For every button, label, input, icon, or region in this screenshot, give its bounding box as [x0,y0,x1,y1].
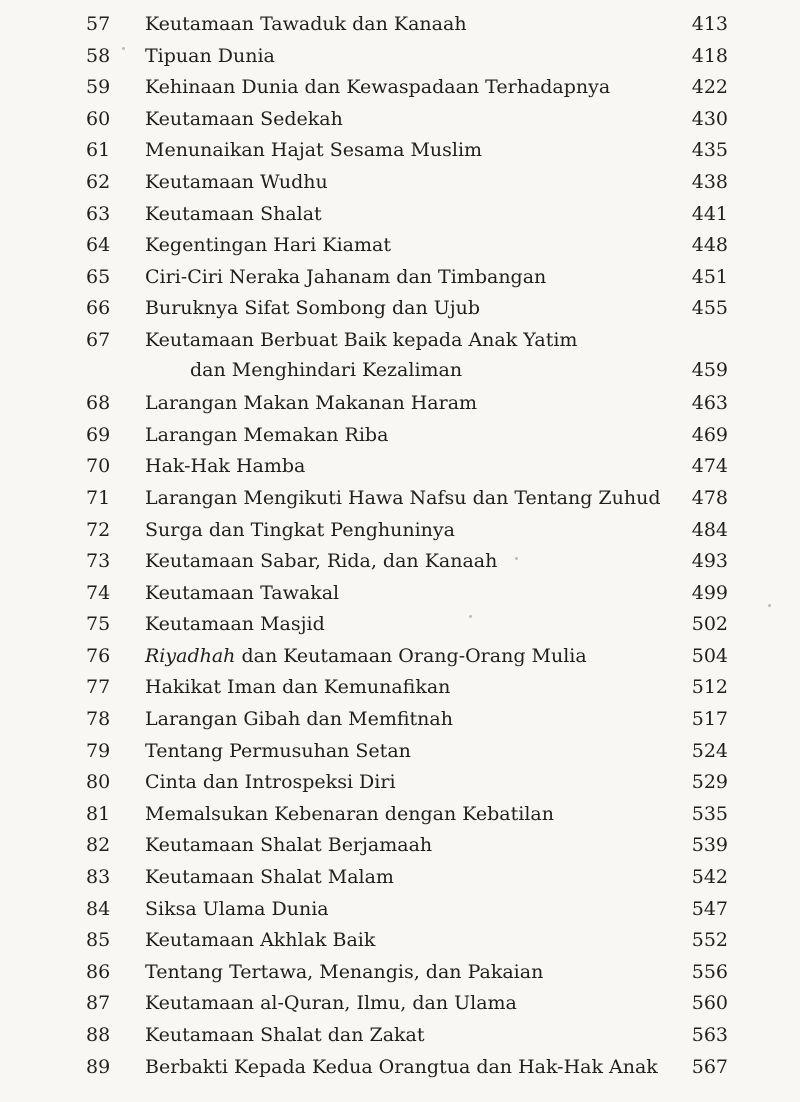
chapter-number: 70 [86,455,111,478]
chapter-title-text: Keutamaan Shalat Berjamaah [145,834,433,857]
page-number: 474 [691,455,728,478]
chapter-title [145,451,665,481]
chapter-title [145,167,665,197]
toc-entry [0,166,800,198]
page-number: 502 [691,613,728,636]
page-number: 563 [691,1024,728,1046]
page-number: 463 [691,392,728,415]
chapter-title [145,420,665,450]
toc-entry [0,71,800,103]
chapter-title-text: Larangan Mengikuti Hawa Nafsu dan Tentang Zuhud [145,486,661,509]
chapter-title-text: Memalsukan Kebenaran dengan Kebatilan [145,802,554,825]
chapter-number: 57 [86,13,111,35]
chapter-title [145,388,665,418]
chapter-title [145,9,665,39]
chapter-title [145,799,665,829]
toc-entry [0,735,800,767]
page-number: 422 [691,76,728,99]
toc-entry [0,387,800,419]
page-number: 435 [691,139,728,162]
chapter-number: 62 [86,170,111,193]
page-number: 539 [691,834,728,857]
chapter-title-text: Kegentingan Hari Kiamat [145,234,391,257]
chapter-number: 73 [86,550,111,573]
page-number: 556 [691,960,728,983]
chapter-title-text: Menunaikan Hajat Sesama Muslim [145,139,483,162]
chapter-title-text: Tipuan Dunia [145,44,275,67]
paper-speck [122,47,125,50]
chapter-title [145,293,665,323]
page-number: 552 [691,929,728,952]
chapter-title-text: Larangan Memakan Riba [145,423,389,446]
chapter-title-text: dan Keutamaan Orang-Orang Mulia [235,644,587,667]
page-number: 438 [691,170,728,193]
chapter-title-text: Larangan Gibah dan Memfitnah [145,708,453,731]
chapter-title [145,672,665,702]
chapter-title [145,483,665,513]
paper-speck [768,604,771,607]
chapter-title-text: Keutamaan Tawakal [145,581,340,604]
paper-speck [515,557,518,560]
page-number: 547 [691,897,728,920]
page-number: 504 [691,644,728,667]
page-number: 493 [691,550,728,573]
chapter-title-text: Keutamaan al-Quran, Ilmu, dan Ulama [145,992,517,1015]
chapter-number: 83 [86,866,111,889]
chapter-number: 89 [86,1055,111,1078]
chapter-title-text: Keutamaan Akhlak Baik [145,929,376,952]
toc-entry [0,608,800,640]
toc-entry [0,577,800,609]
chapter-number: 64 [86,234,111,257]
chapter-title [145,41,665,71]
toc-entry [0,450,800,482]
toc-entry [0,766,800,798]
page-number: 517 [691,708,728,731]
chapter-title-text: Keutamaan Berbuat Baik kepada Anak Yatim [145,328,578,351]
toc-entry [0,956,800,988]
page-number: 567 [691,1055,728,1078]
table-of-contents [0,8,800,1082]
chapter-title [145,988,665,1018]
toc-entry [0,1019,800,1051]
chapter-title-text: Tentang Tertawa, Menangis, dan Pakaian [145,960,544,983]
page-number: 529 [691,771,728,794]
chapter-number: 58 [86,44,111,67]
chapter-number: 66 [86,297,111,320]
chapter-title [145,736,665,766]
chapter-number: 87 [86,992,111,1015]
chapter-title-italic: Riyadhah [145,644,236,667]
chapter-number: 80 [86,771,111,794]
chapter-number: 59 [86,76,111,99]
chapter-number: 85 [86,929,111,952]
toc-entry [0,103,800,135]
page-number: 430 [691,107,728,130]
chapter-title-text: Keutamaan Shalat dan Zakat [145,1024,425,1046]
chapter-number: 88 [86,1024,111,1046]
chapter-title [145,894,665,924]
toc-entry [0,198,800,230]
toc-entry [0,482,800,514]
toc-entry [0,893,800,925]
page-number: 512 [691,676,728,699]
chapter-number: 77 [86,676,111,699]
chapter-title-text: Keutamaan Shalat Malam [145,866,394,889]
chapter-title [145,230,665,260]
chapter-number: 65 [86,265,111,288]
toc-entry [0,134,800,166]
toc-entry [0,8,800,40]
chapter-title [145,578,665,608]
chapter-number: 76 [86,644,111,667]
page-number: 451 [691,265,728,288]
chapter-title [145,72,665,102]
toc-entry [0,987,800,1019]
page-number: 560 [691,992,728,1015]
page-number: 455 [691,297,728,320]
chapter-title-text: Kehinaan Dunia dan Kewaspadaan Terhadapnya [145,76,611,99]
chapter-title-text: Hakikat Iman dan Kemunafikan [145,676,451,699]
toc-entry [0,292,800,324]
chapter-title [145,262,665,292]
toc-entry [0,798,800,830]
chapter-number: 79 [86,739,111,762]
chapter-number: 67 [86,328,111,351]
chapter-number: 71 [86,486,111,509]
chapter-title-text: Larangan Makan Makanan Haram [145,392,478,415]
chapter-title [145,325,665,385]
chapter-title-text: Keutamaan Sabar, Rida, dan Kanaah [145,550,498,573]
toc-entry [0,829,800,861]
chapter-number: 81 [86,802,111,825]
chapter-title-text: Ciri-Ciri Neraka Jahanam dan Timbangan [145,265,547,288]
chapter-number: 86 [86,960,111,983]
toc-entry [0,703,800,735]
chapter-number: 84 [86,897,111,920]
chapter-title [145,1020,665,1050]
chapter-title [145,515,665,545]
page-number: 441 [691,202,728,225]
paper-speck [469,615,472,618]
chapter-number: 78 [86,708,111,731]
toc-entry [0,324,800,387]
chapter-title-text: Keutamaan Shalat [145,202,322,225]
chapter-number: 82 [86,834,111,857]
toc-entry [0,419,800,451]
page-number: 535 [691,802,728,825]
toc-entry [0,261,800,293]
chapter-title [145,925,665,955]
chapter-title [145,609,665,639]
page-number: 478 [691,486,728,509]
chapter-title [145,830,665,860]
page-number: 413 [691,13,728,35]
chapter-title-text: Surga dan Tingkat Penghuninya [145,518,455,541]
chapter-title [145,767,665,797]
toc-entry [0,640,800,672]
page-number: 542 [691,866,728,889]
chapter-title [145,135,665,165]
page-number: 484 [691,518,728,541]
chapter-title-text: Berbakti Kepada Kedua Orangtua dan Hak-Hak Anak [145,1055,658,1078]
chapter-number: 61 [86,139,111,162]
chapter-title-continuation: dan Menghindari Kezaliman [190,358,463,381]
chapter-title-text: Tentang Permusuhan Setan [145,739,411,762]
chapter-number: 63 [86,202,111,225]
chapter-title-text: Buruknya Sifat Sombong dan Ujub [145,297,481,320]
chapter-title [145,641,665,671]
toc-entry [0,229,800,261]
toc-entry [0,545,800,577]
chapter-title [145,704,665,734]
chapter-title-text: Keutamaan Sedekah [145,107,343,130]
chapter-title [145,1052,665,1082]
chapter-title [145,546,665,576]
chapter-title-text: Cinta dan Introspeksi Diri [145,771,396,794]
chapter-number: 68 [86,392,111,415]
chapter-title [145,104,665,134]
chapter-title-text: Keutamaan Wudhu [145,170,328,193]
chapter-number: 69 [86,423,111,446]
page-number: 459 [691,358,728,381]
chapter-title [145,199,665,229]
toc-entry [0,924,800,956]
page-number: 418 [691,44,728,67]
page-number: 469 [691,423,728,446]
toc-entry [0,514,800,546]
chapter-number: 74 [86,581,111,604]
chapter-title-text: Hak-Hak Hamba [145,455,306,478]
toc-entry [0,40,800,72]
chapter-title-text: Keutamaan Tawaduk dan Kanaah [145,13,467,35]
chapter-number: 60 [86,107,111,130]
page-number: 448 [691,234,728,257]
chapter-title [145,862,665,892]
toc-entry [0,1051,800,1083]
toc-entry [0,861,800,893]
page-number: 499 [691,581,728,604]
chapter-title-text: Siksa Ulama Dunia [145,897,329,920]
chapter-number: 72 [86,518,111,541]
chapter-number: 75 [86,613,111,636]
chapter-title [145,957,665,987]
page-number: 524 [691,739,728,762]
toc-entry [0,671,800,703]
chapter-title-text: Keutamaan Masjid [145,613,325,636]
